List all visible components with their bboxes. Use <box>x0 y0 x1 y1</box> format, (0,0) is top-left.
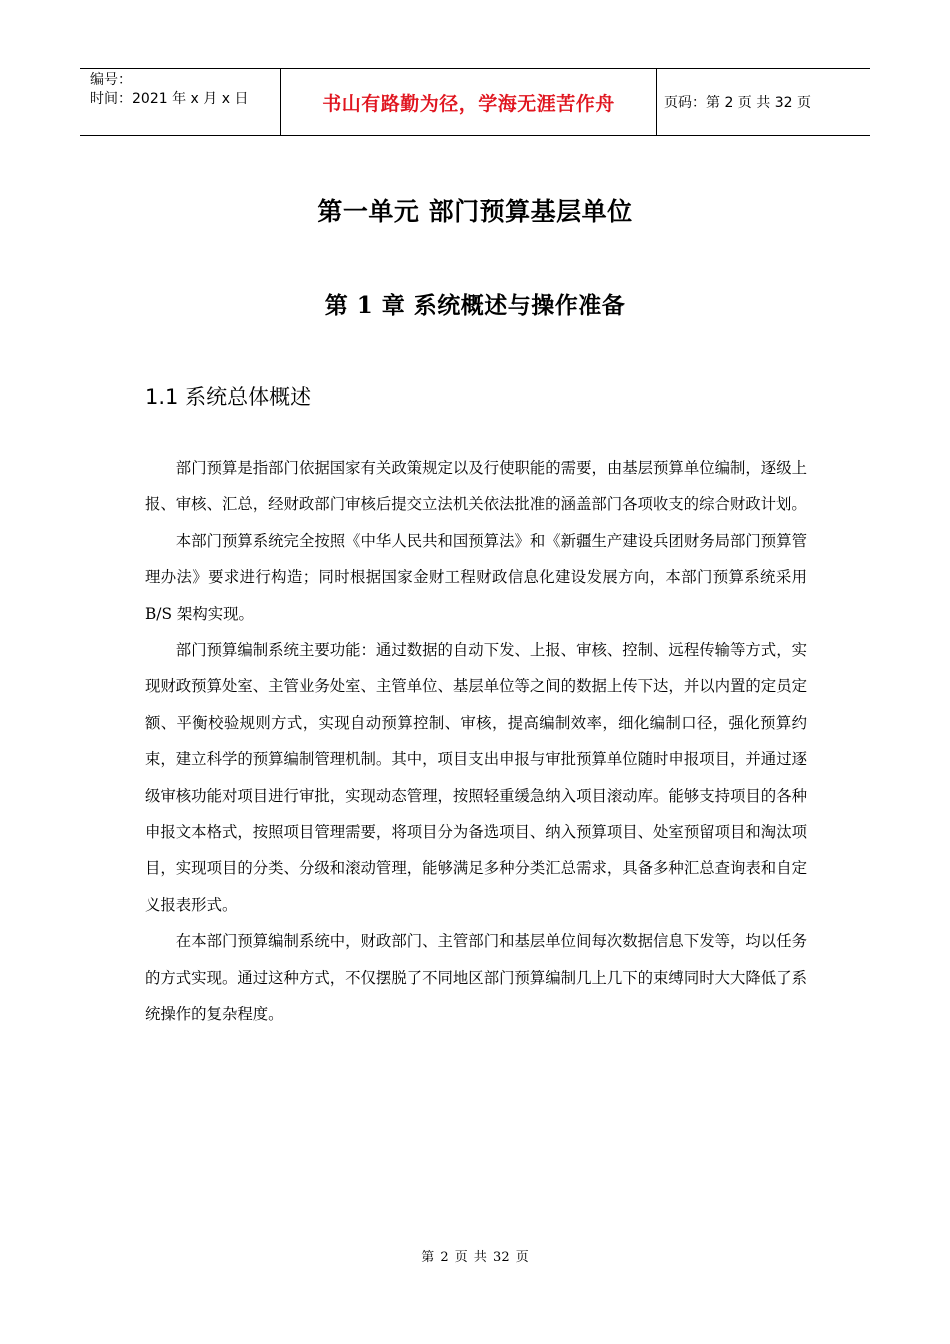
document-header <box>80 68 870 136</box>
header-page-info: 页码：第 2 页 共 32 页 <box>664 95 811 111</box>
header-date-label: 时间：2021 年 x 月 x 日 <box>90 91 249 107</box>
header-motto-cell <box>281 69 657 135</box>
unit-title: 第一单元 部门预算基层单位 <box>317 197 633 226</box>
page-footer: 第 2 页 共 32 页 <box>421 1250 529 1265</box>
header-page-cell <box>657 69 870 135</box>
paragraph: 本部门预算系统完全按照《中华人民共和国预算法》和《新疆生产建设兵团财务局部门预算管理办法》要求进行构造；同时根据国家金财工程财政信息化建设发展方向，本部门预算系统采用 B/S 架构实现。 <box>145 531 807 623</box>
chapter-title: 第 1 章 系统概述与操作准备 <box>324 292 626 319</box>
paragraph: 在本部门预算编制系统中，财政部门、主管部门和基层单位间每次数据信息下发等，均以任务的方式实现。通过这种方式，不仅摆脱了不同地区部门预算编制几上几下的束缚同时大大降低了系统操作的复杂程度。 <box>145 932 807 1024</box>
header-motto: 书山有路勤为径，学海无涯苦作舟 <box>322 92 615 115</box>
paragraph: 部门预算是指部门依据国家有关政策规定以及行使职能的需要，由基层预算单位编制，逐级上报、审核、汇总，经财政部门审核后提交立法机关依法批准的涵盖部门各项收支的综合财政计划。 <box>145 459 807 514</box>
section-title: 1.1 系统总体概述 <box>145 385 312 409</box>
paragraph: 部门预算编制系统主要功能：通过数据的自动下发、上报、审核、控制、远程传输等方式，实现财政预算处室、主管业务处室、主管单位、基层单位等之间的数据上传下达，并以内置的定员定额、平衡校验规则方式，实现自动预算控制、审核，提高编制效率，细化编制口径，强化预算约束，建立科学的预算编制管理机制。其中，项目支出申报与审批预算单位随时申报项目，并通过逐级审核功能对项目进行审批，实现动态管理，按照轻重缓急纳入项目滚动库。能够支持项目的各种申报文本格式，按照项目管理需要，将项目分为备选项目、纳入预算项目、处室预留项目和淘汰项目，实现项目的分类、分级和滚动管理，能够满足多种分类汇总需求，具备多种汇总查询表和自定义报表形式。 <box>145 641 807 914</box>
body-text <box>145 450 807 1033</box>
header-meta-cell <box>80 69 281 135</box>
header-number-label: 编号： <box>90 72 132 88</box>
